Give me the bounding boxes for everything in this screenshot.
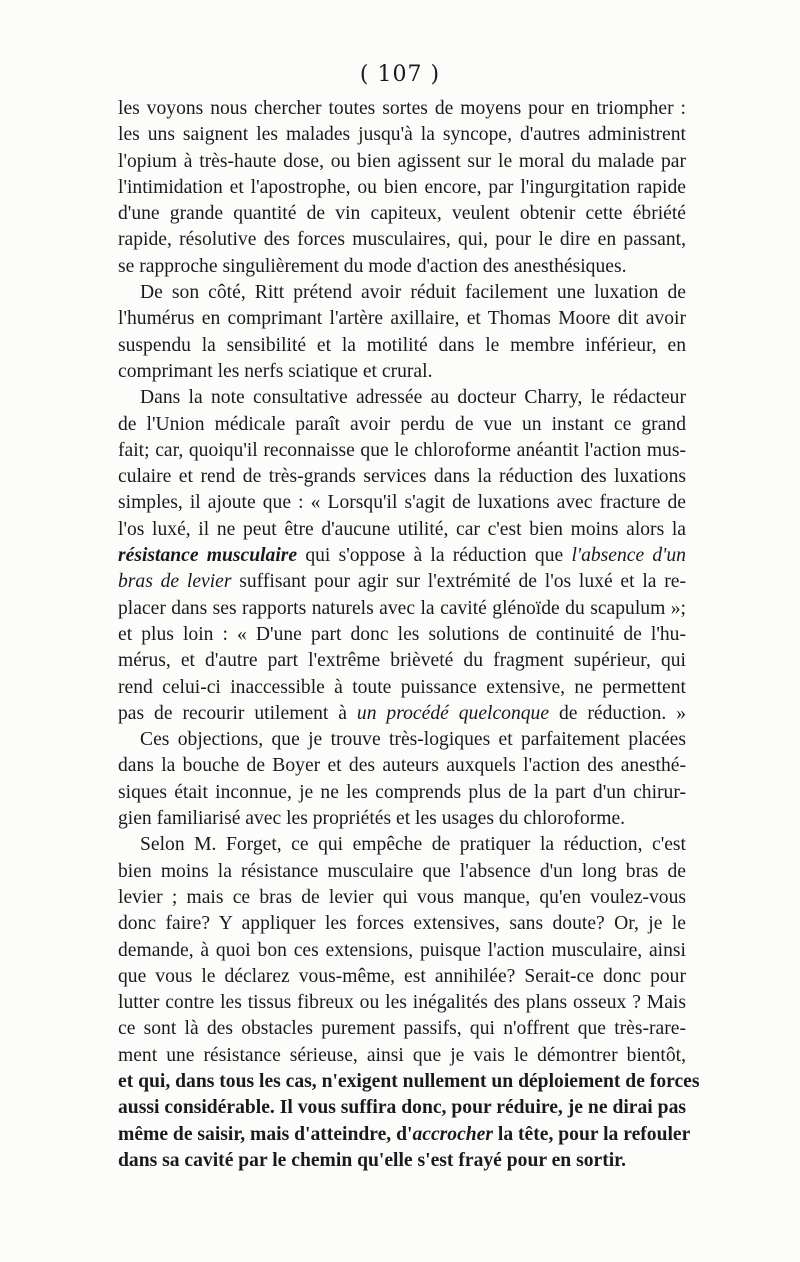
emphasis-text: accrocher [412,1123,493,1145]
text-line: gien familiarisé avec les propriétés et les usages du chloroforme. [118,808,626,830]
text-line: ce sont là des obstacles purement passifs, qui n'offrent que très-rare- [118,1018,686,1040]
text-line: simples, il ajoute que : « Lorsqu'il s'agit de luxations avec fracture de [118,492,686,514]
text-fragment: même de saisir, mais d'atteindre, d' [118,1123,413,1145]
emphasis-text: bras de levier [118,571,232,593]
body-text [118,96,700,1174]
text-line: rend celui-ci inaccessible à toute puissance extensive, ne permettent [118,676,686,698]
text-line: Ces objections, que je trouve très-logiques et parfaitement placées [140,729,686,751]
text-line [118,543,686,569]
paragraph-4 [118,727,686,832]
text-line [118,569,686,595]
paragraph-5 [118,832,700,1174]
emphasis-text: résistance musculaire [118,545,298,567]
text-line: les voyons nous chercher toutes sortes de moyens pour en triompher : [118,98,686,119]
text-line: et qui, dans tous les cas, n'exigent nullement un déploiement de forces [118,1070,700,1092]
text-line: De son côté, Ritt prétend avoir réduit facilement une luxation de [140,282,686,304]
text-line: l'os luxé, il ne peut être d'aucune utilité, car c'est bien moins alors la [118,518,686,540]
page-number: ( 107 ) [359,62,441,87]
text-fragment: de réduction. » [549,702,686,724]
text-line: l'opium à très-haute dose, ou bien agissent sur le moral du malade par [118,150,686,172]
text-line: se rapproche singulièrement du mode d'action des anesthésiques. [118,255,627,277]
text-line: lutter contre les tissus fibreux ou les inégalités des plans osseux ? Mais [118,992,686,1014]
paragraph-2 [118,280,686,385]
text-line: que vous le déclarez vous-même, est annihilée? Serait-ce donc pour [118,965,686,987]
text-line: Selon M. Forget, ce qui empêche de pratiquer la réduction, c'est [140,834,686,856]
text-line: placer dans ses rapports naturels avec la cavité glénoïde du scapulum »; [118,597,686,619]
text-line: les uns saignent les malades jusqu'à la syncope, d'autres administrent [118,124,686,146]
paragraph-3 [118,385,686,727]
emphasis-text: un procédé quelconque [356,702,550,724]
emphasis-text: l'absence d'un [571,545,686,567]
text-line: comprimant les nerfs sciatique et crural. [118,360,433,382]
text-line: dans la bouche de Boyer et des auteurs auxquels l'action des anesthé- [118,755,686,777]
text-line: l'humérus en comprimant l'artère axillaire, et Thomas Moore dit avoir [118,308,686,330]
text-line: suspendu la sensibilité et la motilité dans le membre inférieur, en [118,334,686,356]
text-line: dans sa cavité par le chemin qu'elle s'est frayé pour en sortir. [118,1149,626,1171]
text-fragment: pas de recourir utilement à [118,702,357,724]
text-line: aussi considérable. Il vous suffira donc, pour réduire, je ne dirai pas [118,1097,686,1119]
paragraph-1 [118,96,686,280]
text-line: et plus loin : « D'une part donc les solutions de continuité de l'hu- [118,623,686,645]
text-line: d'une grande quantité de vin capiteux, veulent obtenir cette ébriété [118,203,686,225]
text-line: demande, à quoi bon ces extensions, puisque l'action musculaire, ainsi [118,939,686,961]
text-line: donc faire? Y appliquer les forces extensives, sans doute? Or, je le [118,913,686,935]
text-line [118,1122,691,1148]
text-line: de l'Union médicale paraît avoir perdu de vue un instant ce grand [118,413,686,435]
text-fragment: qui s'oppose à la réduction que [297,545,572,567]
text-line: bien moins la résistance musculaire que l'absence d'un long bras de [118,860,686,882]
text-line: culaire et rend de très-grands services dans la réduction des luxations [118,466,686,488]
text-line: siques était inconnue, je ne les comprends plus de la part d'un chirur- [118,781,686,803]
text-line: mérus, et d'autre part l'extrême brièveté du fragment supérieur, qui [118,650,686,672]
text-line [118,701,686,727]
text-line: l'intimidation et l'apostrophe, ou bien encore, par l'ingurgitation rapide [118,176,686,198]
text-line: rapide, résolutive des forces musculaires, qui, pour le dire en passant, [118,229,686,251]
text-fragment: suffisant pour agir sur l'extrémité de l'os luxé et la re- [231,571,686,593]
text-line: levier ; mais ce bras de levier qui vous manque, qu'en voulez-vous [118,886,686,908]
text-line: Dans la note consultative adressée au docteur Charry, le rédacteur [140,387,686,409]
text-line: ment une résistance sérieuse, ainsi que je vais le démontrer bientôt, [118,1044,686,1066]
text-fragment: la tête, pour la refouler [492,1123,691,1145]
text-line: fait; car, quoiqu'il reconnaisse que le chloroforme anéantit l'action mus- [118,439,686,461]
